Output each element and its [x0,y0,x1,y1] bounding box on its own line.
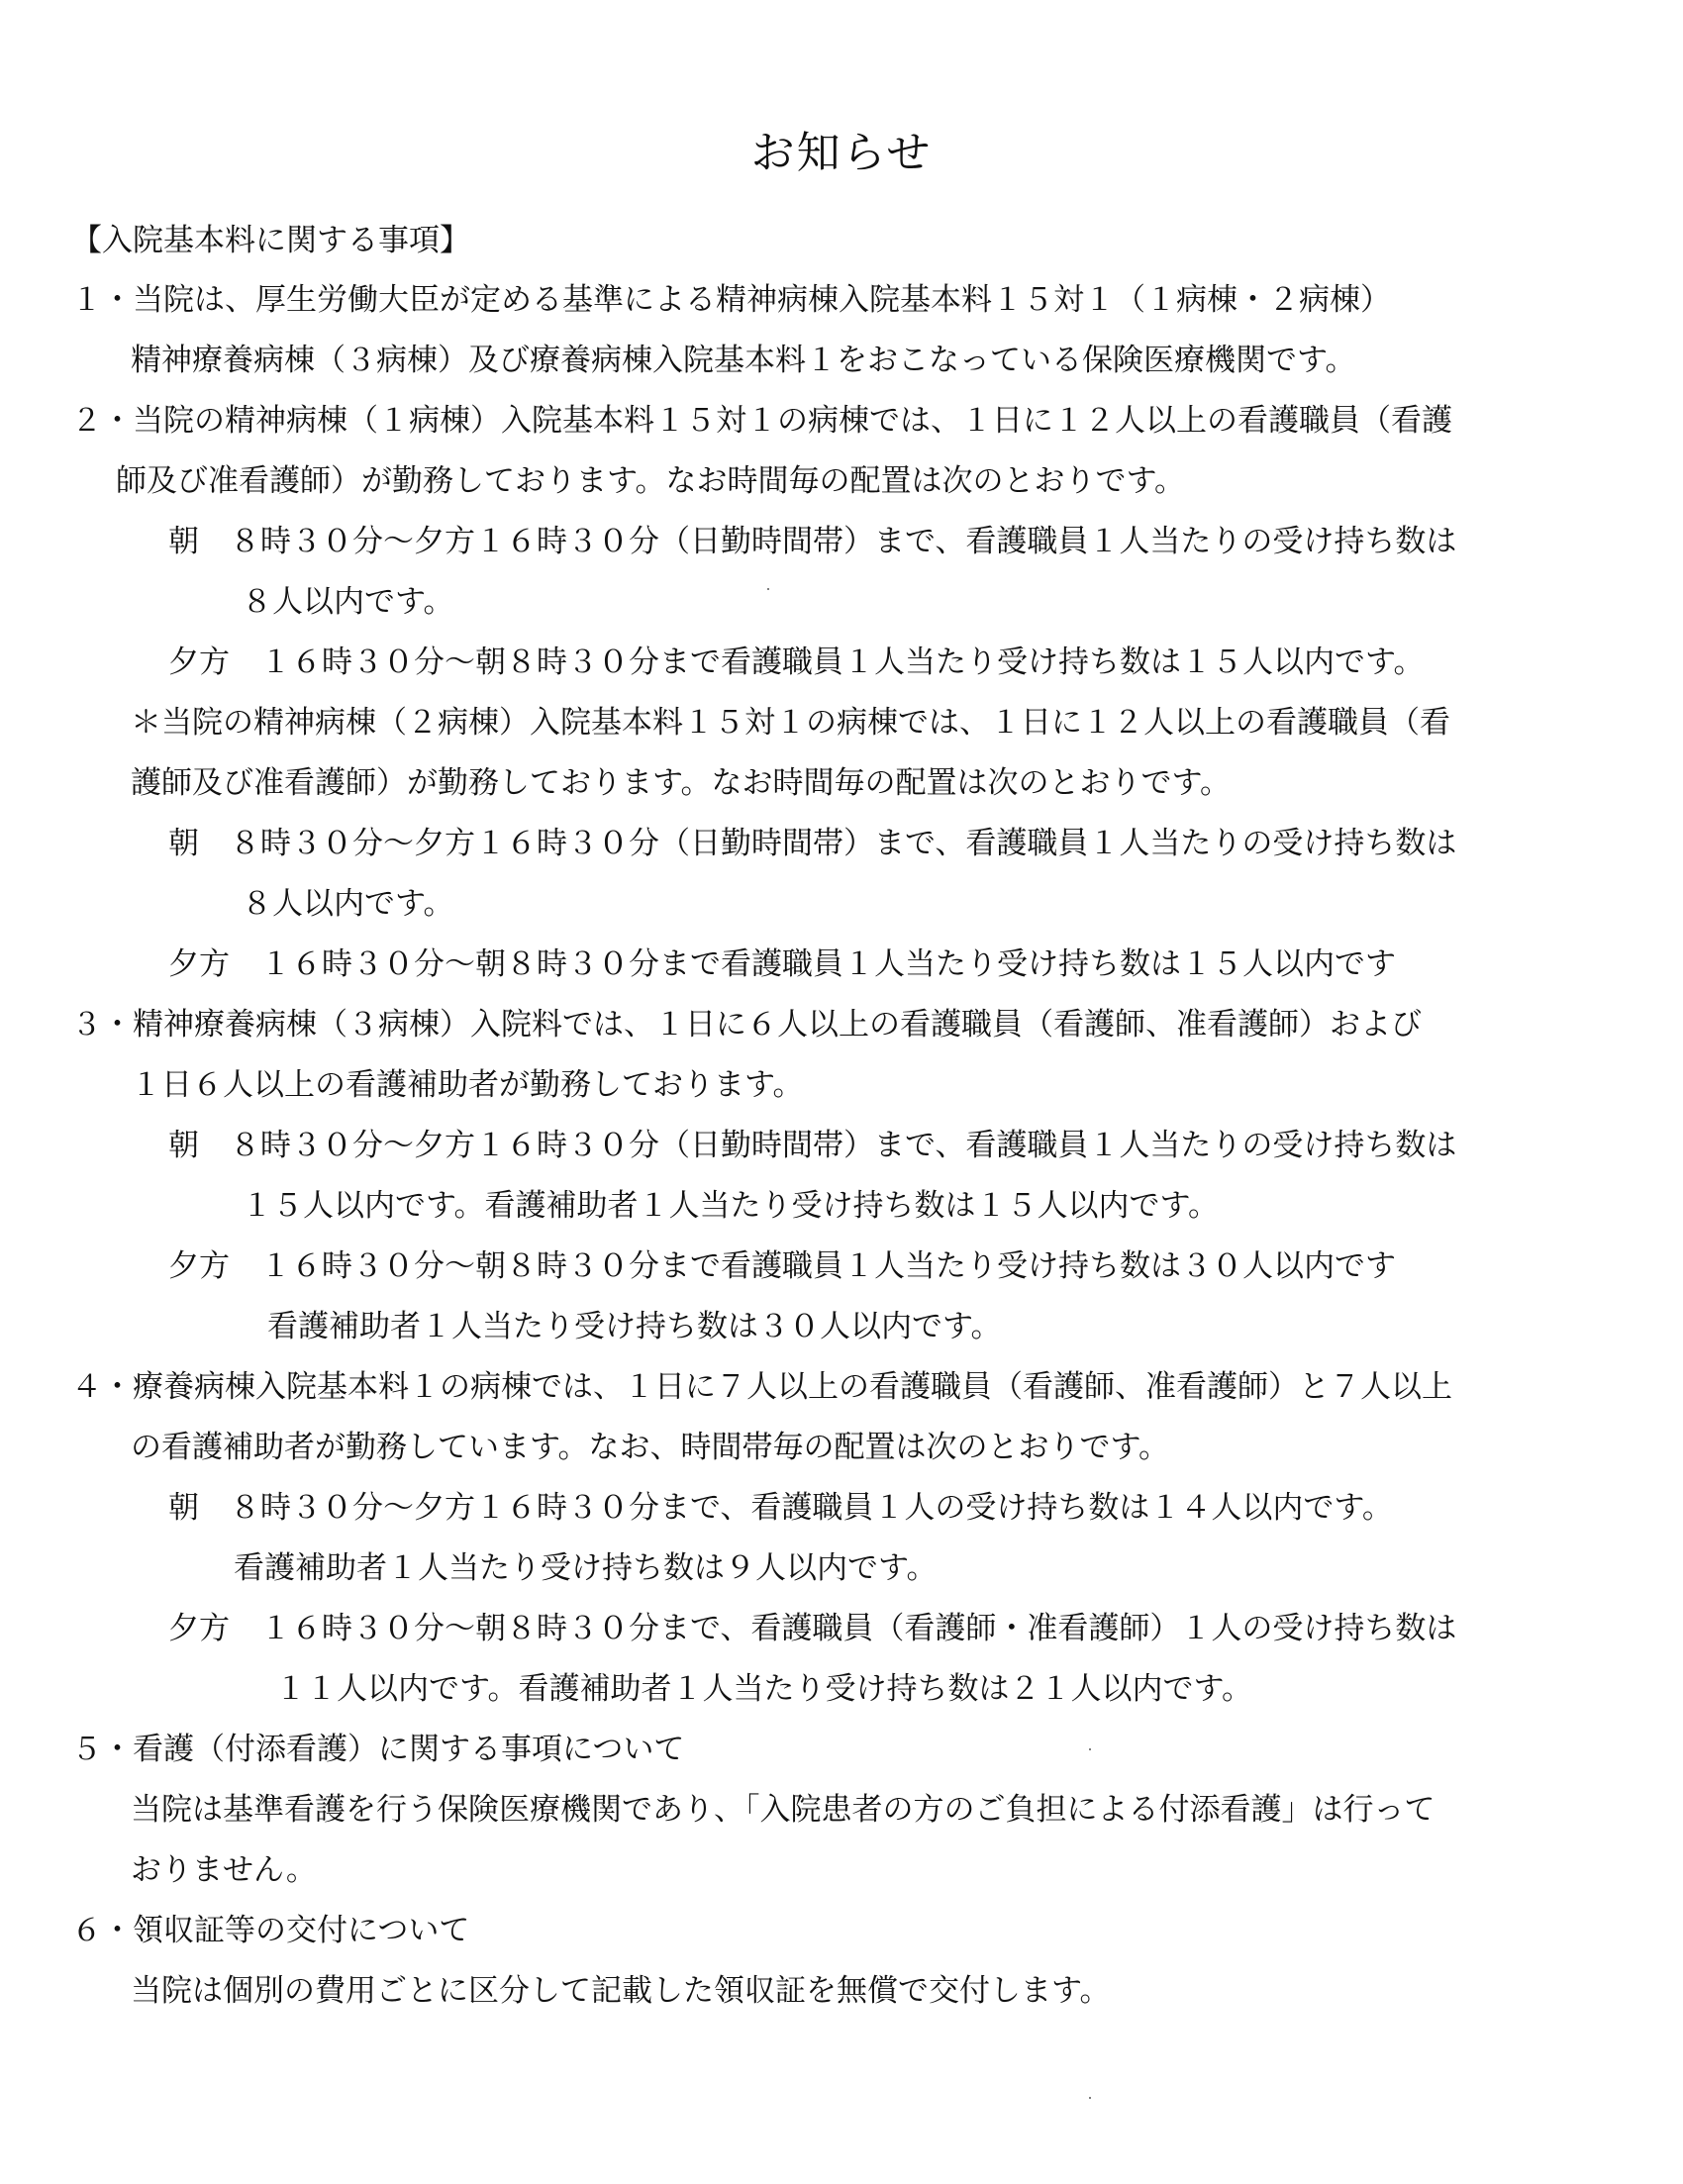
item-4-line-5: 夕方 １６時３０分～朝８時３０分まで、看護職員（看護師・准看護師）１人の受け持ち数は [168,1611,1457,1646]
item-5-line-3: おりません。 [131,1852,317,1888]
item-3-line-5: 夕方 １６時３０分～朝８時３０分まで看護職員１人当たり受け持ち数は３０人以内です [168,1248,1396,1284]
item-3-line-1: ３・精神療養病棟（３病棟）入院料では、１日に６人以上の看護職員（看護師、准看護師）および [71,1007,1422,1042]
scan-speck [1089,2097,1091,2099]
item-3-line-4: １５人以内です。看護補助者１人当たり受け持ち数は１５人以内です。 [242,1188,1220,1224]
item-4-line-6: １１人以内です。看護補助者１人当たり受け持ち数は２１人以内です。 [275,1671,1253,1707]
item-3-line-6: 看護補助者１人当たり受け持ち数は３０人以内です。 [267,1309,1002,1344]
item-1-line-2: 精神療養病棟（３病棟）及び療養病棟入院基本料１をおこなっている保険医療機関です。 [131,343,1356,378]
item-1-line-1: １・当院は、厚生労働大臣が定める基準による精神病棟入院基本料１５対１（１病棟・２病棟） [71,282,1391,318]
item-2-line-4: ８人以内です。 [242,584,454,620]
item-6-line-2: 当院は個別の費用ごとに区分して記載した領収証を無償で交付します。 [131,1973,1111,2009]
item-2-line-8: 朝 ８時３０分～夕方１６時３０分（日勤時間帯）まで、看護職員１人当たりの受け持ち数は [168,826,1457,861]
item-3-line-3: 朝 ８時３０分～夕方１６時３０分（日勤時間帯）まで、看護職員１人当たりの受け持ち数は [168,1128,1457,1163]
item-5-line-1: ５・看護（付添看護）に関する事項について [71,1732,685,1767]
item-5-line-2: 当院は基準看護を行う保険医療機関であり、「入院患者の方のご負担による付添看護」は行って [131,1792,1436,1828]
item-4-line-3: 朝 ８時３０分～夕方１６時３０分まで、看護職員１人の受け持ち数は１４人以内です。 [168,1490,1393,1526]
item-2-line-1: ２・当院の精神病棟（１病棟）入院基本料１５対１の病棟では、１日に１２人以上の看護職員（看護 [71,403,1452,439]
item-2-line-7: 護師及び准看護師）が勤務しております。なお時間毎の配置は次のとおりです。 [131,765,1232,801]
scan-speck [1089,1748,1091,1750]
item-2-line-2: 師及び准看護師）が勤務しております。なお時間毎の配置は次のとおりです。 [116,463,1186,499]
item-6-line-1: ６・領収証等の交付について [71,1913,470,1948]
page-title: お知らせ [750,128,933,178]
item-3-line-2: １日６人以上の看護補助者が勤務しております。 [131,1067,804,1103]
item-2-line-10: 夕方 １６時３０分～朝８時３０分まで看護職員１人当たり受け持ち数は１５人以内です [168,946,1396,982]
item-2-line-6: ＊当院の精神病棟（２病棟）入院基本料１５対１の病棟では、１日に１２人以上の看護職員（看 [131,705,1450,741]
item-4-line-2: の看護補助者が勤務しています。なお、時間帯毎の配置は次のとおりです。 [131,1430,1170,1465]
section-header: 【入院基本料に関する事項】 [71,223,470,258]
item-2-line-9: ８人以内です。 [242,886,454,922]
item-4-line-4: 看護補助者１人当たり受け持ち数は９人以内です。 [234,1550,938,1586]
scan-speck [767,588,769,590]
item-2-line-3: 朝 ８時３０分～夕方１６時３０分（日勤時間帯）まで、看護職員１人当たりの受け持ち数は [168,524,1457,559]
item-2-line-5: 夕方 １６時３０分～朝８時３０分まで看護職員１人当たり受け持ち数は１５人以内です。 [168,645,1425,680]
item-4-line-1: ４・療養病棟入院基本料１の病棟では、１日に７人以上の看護職員（看護師、准看護師）と７人以上 [71,1369,1452,1405]
